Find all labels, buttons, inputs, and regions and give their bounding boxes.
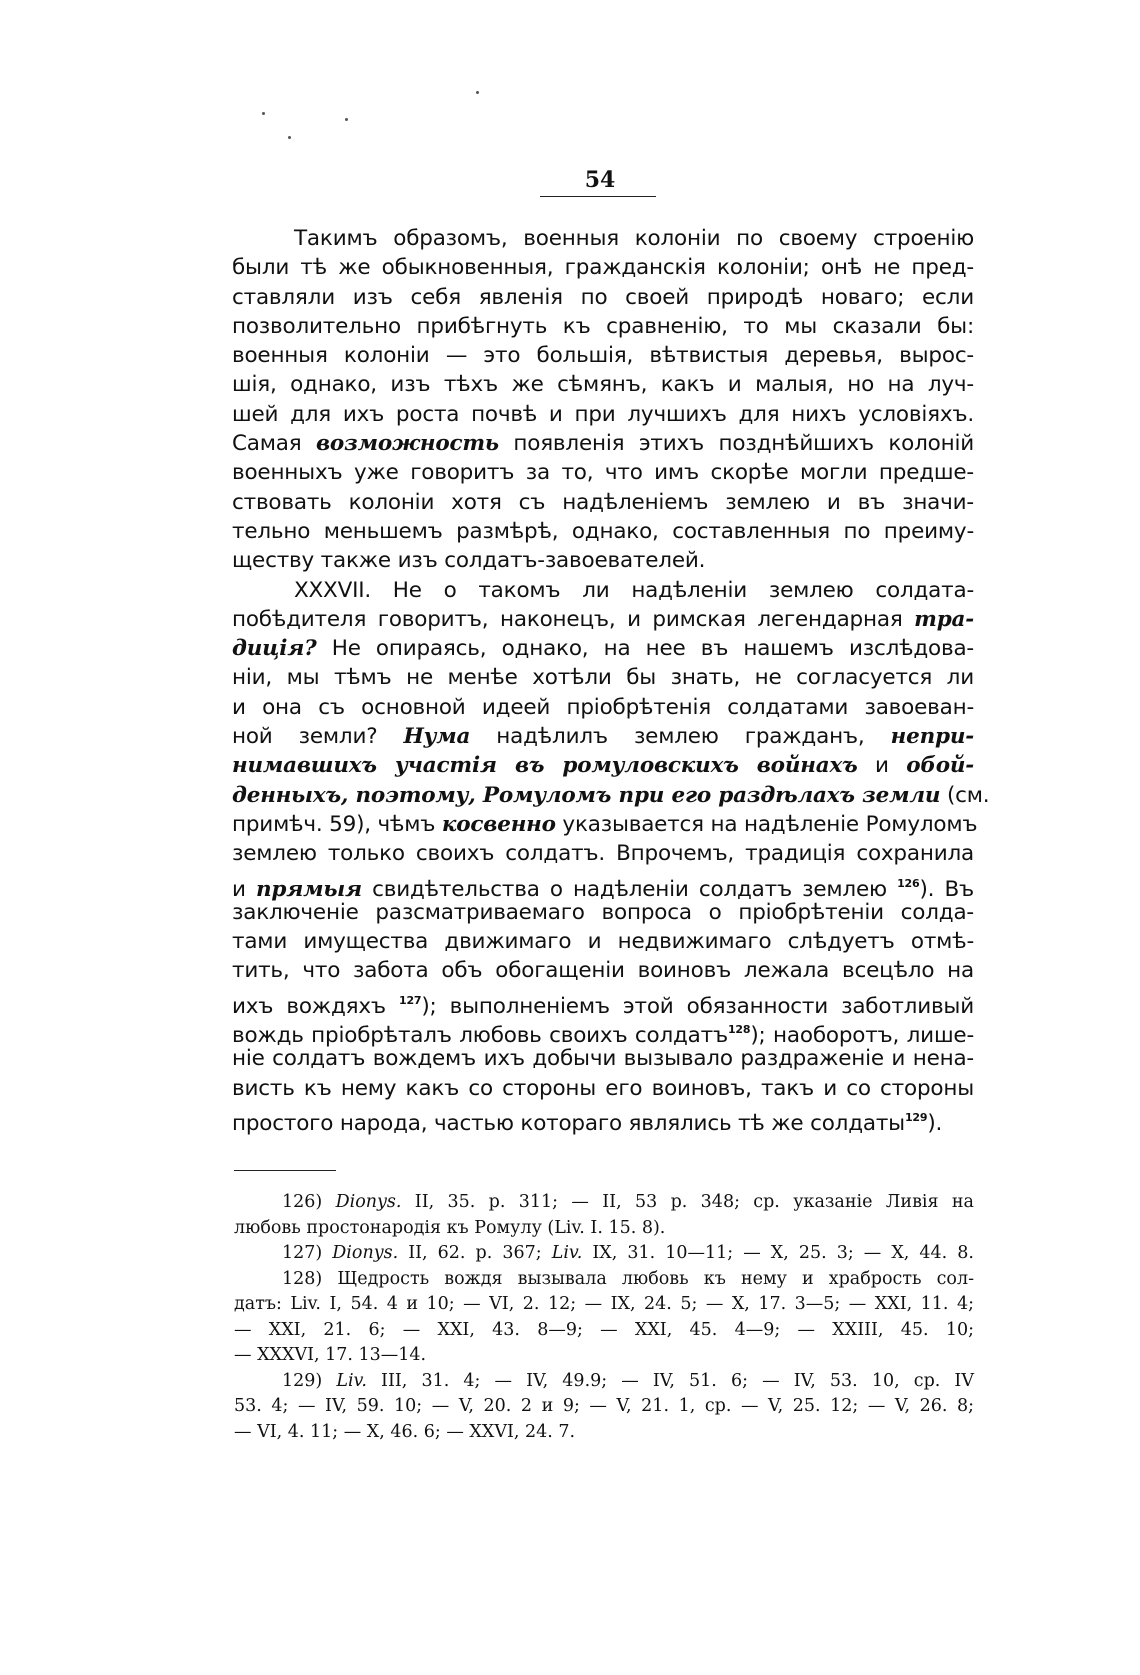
footnote-line: — XXI, 21. 6; — XXI, 43. 8—9; — XXI, 45. 4—9; — XXIII, 45. 10; (234, 1319, 974, 1340)
text-line: денныхъ, поэтому, Ромуломъ при его раздѣлахъ земли (см. (232, 782, 990, 808)
text-line: тельно меньшемъ размѣрѣ, однако, составленныя по преиму- (232, 518, 974, 544)
footnote-line: — VI, 4. 11; — X, 46. 6; — XXVI, 24. 7. (234, 1421, 576, 1442)
footnote-line: 128) Щедрость вождя вызывала любовь къ нему и храбрость сол- (282, 1268, 974, 1289)
page-speck (345, 118, 348, 121)
emphasis: косвенно (441, 811, 556, 837)
footnote-line: 129) Liv. III, 31. 4; — IV, 49.9; — IV, 51. 6; — IV, 53. 10, ср. IV (282, 1370, 974, 1391)
text-line: простого народа, частью котораго являлись тѣ же солдаты$^{129}$). (232, 1110, 943, 1136)
footnote-ref: 129 (904, 1110, 928, 1124)
footnotes (234, 1190, 974, 1445)
emphasis: непри- (890, 724, 974, 750)
text-line: ствовать колоніи хотя съ надѣленіемъ землею и въ значи- (232, 489, 974, 515)
citation-author: Dionys. (335, 1192, 402, 1212)
text-line: вождь пріобрѣталъ любовь своихъ солдатъ$^{128}$); наоборотъ, лише- (232, 1023, 975, 1049)
page-speck (288, 136, 291, 139)
header-rule (540, 196, 656, 197)
text-line: шей для ихъ роста почвѣ и при лучшихъ для нихъ условіяхъ. (232, 401, 974, 427)
footnote-ref: 126 (897, 876, 920, 890)
footnote-ref: 128 (727, 1023, 751, 1037)
citation-author: Liv. (551, 1243, 583, 1263)
emphasis: прямыя (255, 876, 362, 902)
text-line: и прямыя свидѣтельства о надѣленіи солдатъ землею $^{126}$). Въ (232, 876, 974, 902)
text-line: ихъ вождяхъ $^{127}$); выполненіемъ этой обязанности заботливый (232, 993, 974, 1019)
footnote-ref: 127 (398, 993, 422, 1007)
text-line: позволительно прибѣгнуть къ сравненію, то мы сказали бы: (232, 313, 974, 339)
text-line: висть къ нему какъ со стороны его воиновъ, такъ и со стороны (232, 1075, 974, 1101)
text-line: шія, однако, изъ тѣхъ же сѣмянъ, какъ и малыя, но на луч- (232, 372, 974, 398)
footnote-line: — XXXVI, 17. 13—14. (234, 1345, 427, 1365)
emphasis: возможность (316, 431, 499, 457)
text-line: военныхъ уже говоритъ за то, что имъ скорѣе могли предше- (232, 460, 974, 486)
text-line: тами имущества движимаго и недвижимаго слѣдуетъ отмѣ- (232, 929, 974, 955)
text-line: ніи, мы тѣмъ не менѣе хотѣли бы знать, не согласуется ли (232, 665, 974, 691)
text-line: ществу также изъ солдатъ-завоевателей. (232, 548, 706, 574)
text-line: нимавшихъ участія въ ромуловскихъ войнахъ и обой- (232, 753, 975, 779)
footnote-line: датъ: Liv. I, 54. 4 и 10; — VI, 2. 12; — IX, 24. 5; — X, 17. 3—5; — XXI, 11. 4; (234, 1294, 974, 1314)
text-line: военныя колоніи — это большія, вѣтвистыя деревья, вырос- (232, 343, 974, 369)
emphasis: тра- (914, 606, 974, 632)
text-line: землею только своихъ солдатъ. Впрочемъ, традиція сохранила (232, 841, 974, 867)
footnote-line: 53. 4; — IV, 59. 10; — V, 20. 2 и 9; — V, 21. 1, ср. — V, 25. 12; — V, 26. 8; (234, 1396, 974, 1416)
footnote-line: 126) Dionys. II, 35. p. 311; — II, 53 p. 348; ср. указаніе Ливія на (282, 1192, 974, 1212)
emphasis: нимавшихъ участія въ ромуловскихъ войнахъ (232, 753, 858, 779)
page-number: 54 (584, 167, 616, 193)
text-line: были тѣ же обыкновенныя, гражданскія колоніи; онѣ не пред- (232, 255, 974, 281)
emphasis: Нума (403, 724, 471, 750)
text-line: ніе солдатъ вождемъ ихъ добычи вызывало раздраженіе и нена- (232, 1046, 974, 1072)
section-start-line: XXXVII. Не о такомъ ли надѣленіи землею солдата- (294, 577, 974, 603)
text-line: Такимъ образомъ, военныя колоніи по своему строенію (294, 226, 974, 251)
emphasis: обой- (906, 753, 975, 779)
footnote-line: любовь простонародія къ Ромулу (Liv. I. 15. 8). (234, 1217, 666, 1238)
text-line: и она съ основной идеей пріобрѣтенія солдатами завоеван- (232, 694, 974, 720)
text-line: Самая возможность появленія этихъ позднѣйшихъ колоній (232, 431, 974, 457)
emphasis: денныхъ, поэтому, Ромуломъ при его раздѣлахъ земли (232, 782, 941, 808)
text-line: ставляли изъ себя явленія по своей природѣ новаго; если (232, 284, 974, 310)
citation-author: Liv. (336, 1370, 367, 1391)
emphasis: дицiя? (232, 636, 317, 662)
body-text (232, 224, 990, 1136)
footnote-line: 127) Dionys. II, 62. p. 367; Liv. IX, 31. 10—11; — X, 25. 3; — X, 44. 8. (282, 1243, 974, 1263)
page-speck (476, 91, 479, 94)
text-line: примѣч. 59), чѣмъ косвенно указывается на надѣленіе Ромуломъ (232, 811, 978, 837)
page-speck (262, 112, 265, 115)
citation-author: Dionys. (332, 1243, 399, 1263)
text-line: дицiя? Не опираясь, однако, на нее въ нашемъ изслѣдова- (232, 636, 974, 662)
text-line: побѣдителя говоритъ, наконецъ, и римская легендарная тра- (232, 606, 974, 632)
text-line: ной земли? Нума надѣлилъ землею гражданъ, непри- (232, 724, 974, 750)
footnote-rule (234, 1170, 336, 1171)
text-line: заключеніе разсматриваемаго вопроса о пріобрѣтеніи солда- (232, 899, 974, 925)
text-line: тить, что забота объ обогащеніи воиновъ лежала всецѣло на (232, 958, 974, 984)
